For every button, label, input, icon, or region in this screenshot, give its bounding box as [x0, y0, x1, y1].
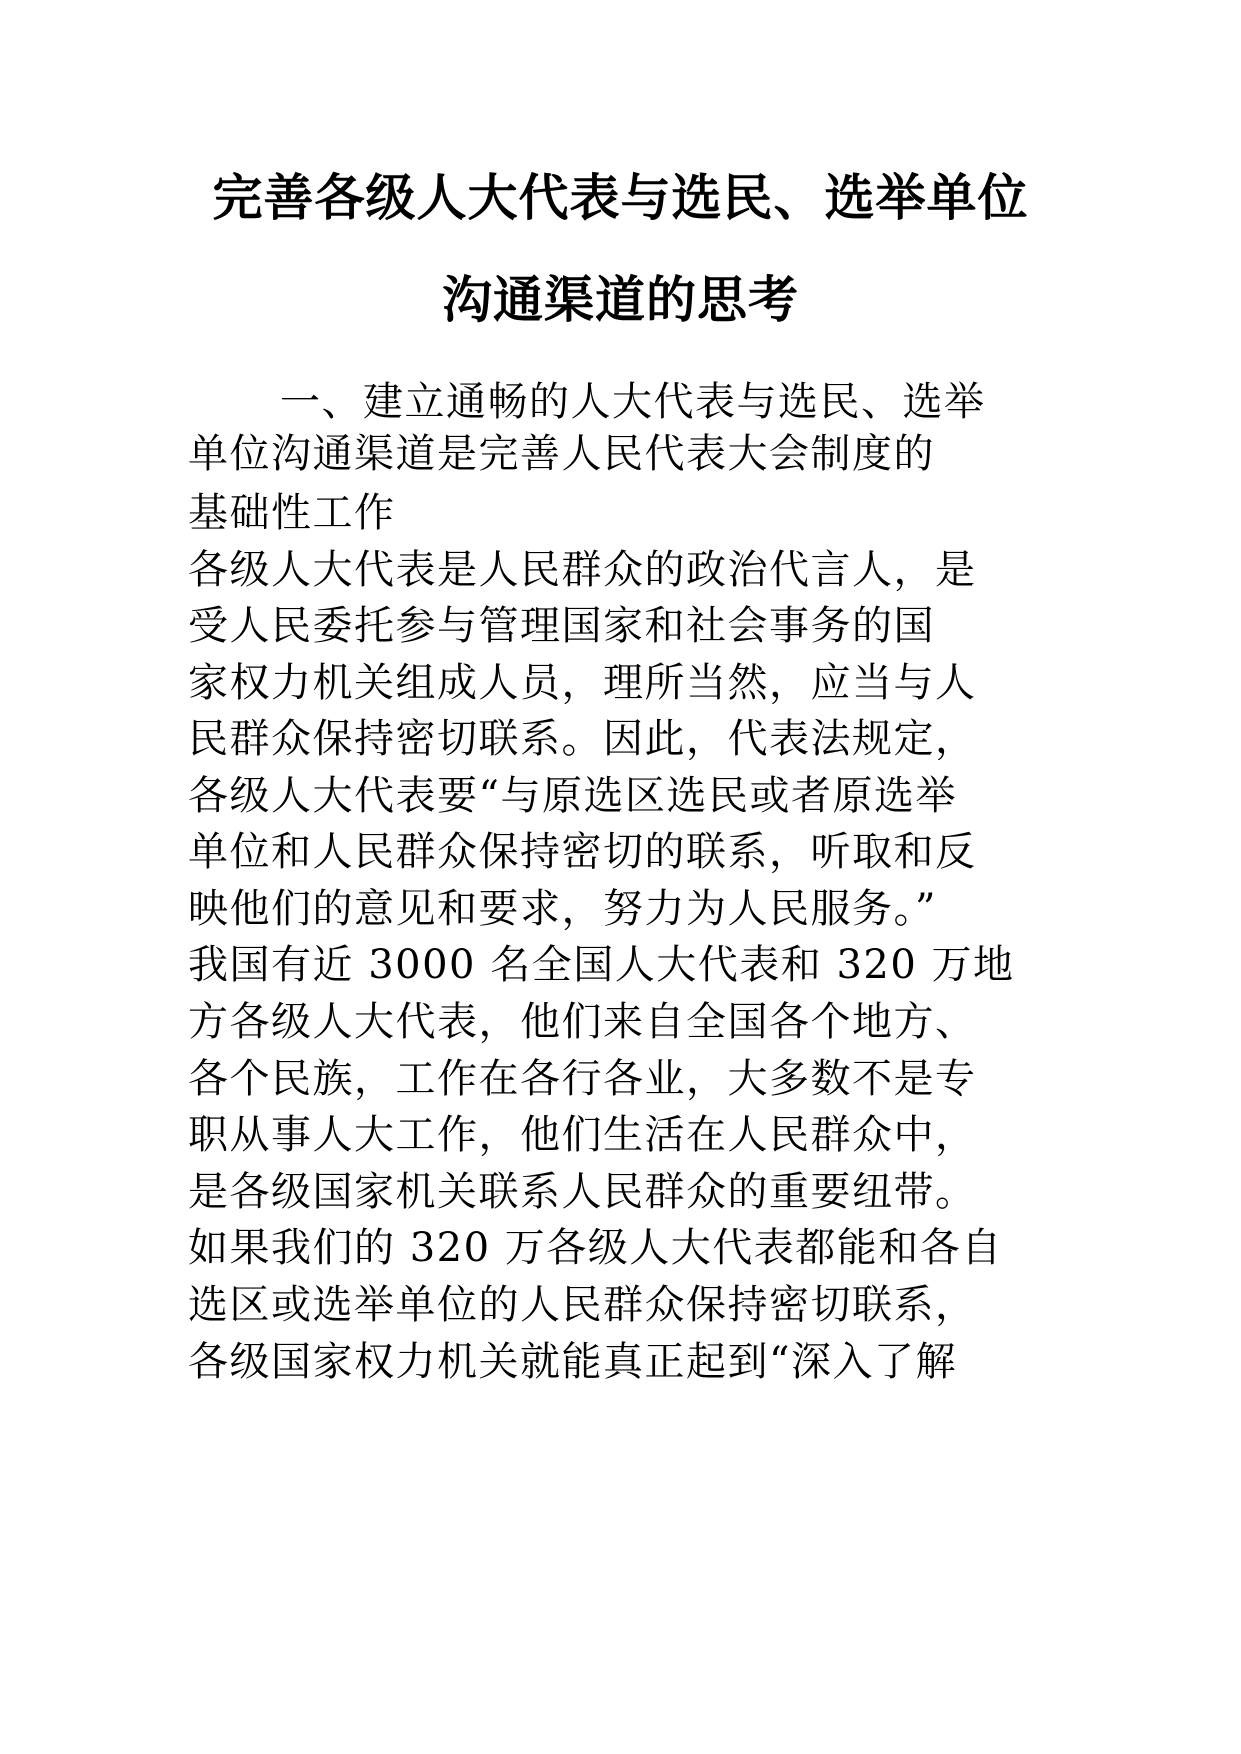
body-line-4: 民群众保持密切联系。因此，代表法规定， [188, 716, 977, 762]
section-heading-line-1: 一、建立通畅的人大代表与选民、选举 [280, 379, 986, 425]
section-heading-line-3: 基础性工作 [188, 490, 396, 536]
document-title-line-2: 沟通渠道的思考 [442, 271, 799, 329]
body-line-6: 单位和人民群众保持密切的联系，听取和反 [188, 829, 977, 875]
body-line-15: 各级国家权力机关就能真正起到“深入了解 [188, 1339, 957, 1385]
body-line-14: 选区或选举单位的人民群众保持密切联系， [188, 1282, 977, 1328]
body-line-3: 家权力机关组成人员，理所当然，应当与人 [188, 660, 977, 706]
body-line-12: 是各级国家机关联系人民群众的重要纽带。 [188, 1169, 977, 1215]
body-line-10: 各个民族，工作在各行各业，大多数不是专 [188, 1056, 977, 1102]
document-title-line-1: 完善各级人大代表与选民、选举单位 [212, 169, 1029, 227]
body-line-7: 映他们的意见和要求，努力为人民服务。” [188, 886, 937, 932]
body-line-8: 我国有近 3000 名全国人大代表和 320 万地 [188, 942, 1015, 988]
body-line-2: 受人民委托参与管理国家和社会事务的国 [188, 603, 935, 649]
body-line-5: 各级人大代表要“与原选区选民或者原选举 [188, 773, 957, 819]
body-line-1: 各级人大代表是人民群众的政治代言人，是 [188, 547, 977, 593]
body-line-13: 如果我们的 320 万各级人大代表都能和各自 [188, 1225, 1003, 1271]
body-line-11: 职从事人大工作，他们生活在人民群众中， [188, 1112, 977, 1158]
section-heading-line-2: 单位沟通渠道是完善人民代表大会制度的 [188, 431, 935, 477]
body-line-9: 方各级人大代表，他们来自全国各个地方、 [188, 999, 977, 1045]
